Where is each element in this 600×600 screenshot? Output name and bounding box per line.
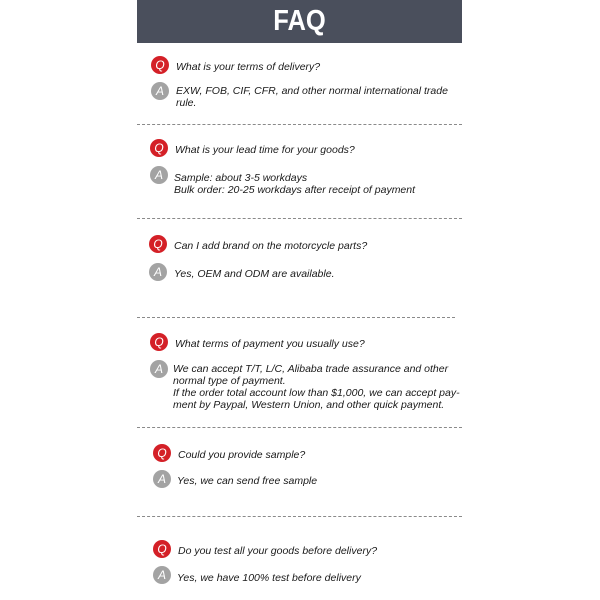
answer-line: Bulk order: 20-25 workdays after receipt of payment xyxy=(174,184,416,196)
answer-line: Yes, we can send free sample xyxy=(177,475,318,487)
question-text: Do you test all your goods before delivery? xyxy=(178,545,378,557)
question-badge: Q xyxy=(153,444,171,462)
divider xyxy=(137,317,455,318)
answer-line: EXW, FOB, CIF, CFR, and other normal international trade xyxy=(176,85,448,97)
divider xyxy=(137,516,462,517)
question-badge: Q xyxy=(150,333,168,351)
question-text: What is your lead time for your goods? xyxy=(175,144,355,156)
answer-line: rule. xyxy=(176,97,197,109)
question-badge: Q xyxy=(149,235,167,253)
answer-badge: A xyxy=(150,166,168,184)
answer-line: normal type of payment. xyxy=(173,375,286,387)
divider xyxy=(137,218,462,219)
faq-panel xyxy=(137,0,462,600)
question-text: What is your terms of delivery? xyxy=(176,61,321,73)
divider xyxy=(137,427,462,428)
answer-badge: A xyxy=(153,566,171,584)
question-text: What terms of payment you usually use? xyxy=(175,338,365,350)
divider xyxy=(137,124,462,125)
question-text: Could you provide sample? xyxy=(178,449,306,461)
faq-header xyxy=(137,0,462,43)
question-badge: Q xyxy=(153,540,171,558)
answer-line: Sample: about 3-5 workdays xyxy=(174,172,308,184)
answer-line: If the order total account low than $1,000, we can accept pay- xyxy=(173,387,460,399)
question-text: Can I add brand on the motorcycle parts? xyxy=(174,240,368,252)
answer-line: Yes, OEM and ODM are available. xyxy=(174,268,335,280)
answer-badge: A xyxy=(150,360,168,378)
page-title: FAQ xyxy=(273,5,326,37)
answer-line: We can accept T/T, L/C, Alibaba trade assurance and other xyxy=(173,363,449,375)
answer-badge: A xyxy=(149,263,167,281)
answer-line: Yes, we have 100% test before delivery xyxy=(177,572,361,584)
answer-badge: A xyxy=(151,82,169,100)
answer-badge: A xyxy=(153,470,171,488)
question-badge: Q xyxy=(151,56,169,74)
question-badge: Q xyxy=(150,139,168,157)
answer-line: ment by Paypal, Western Union, and other quick payment. xyxy=(173,399,445,411)
